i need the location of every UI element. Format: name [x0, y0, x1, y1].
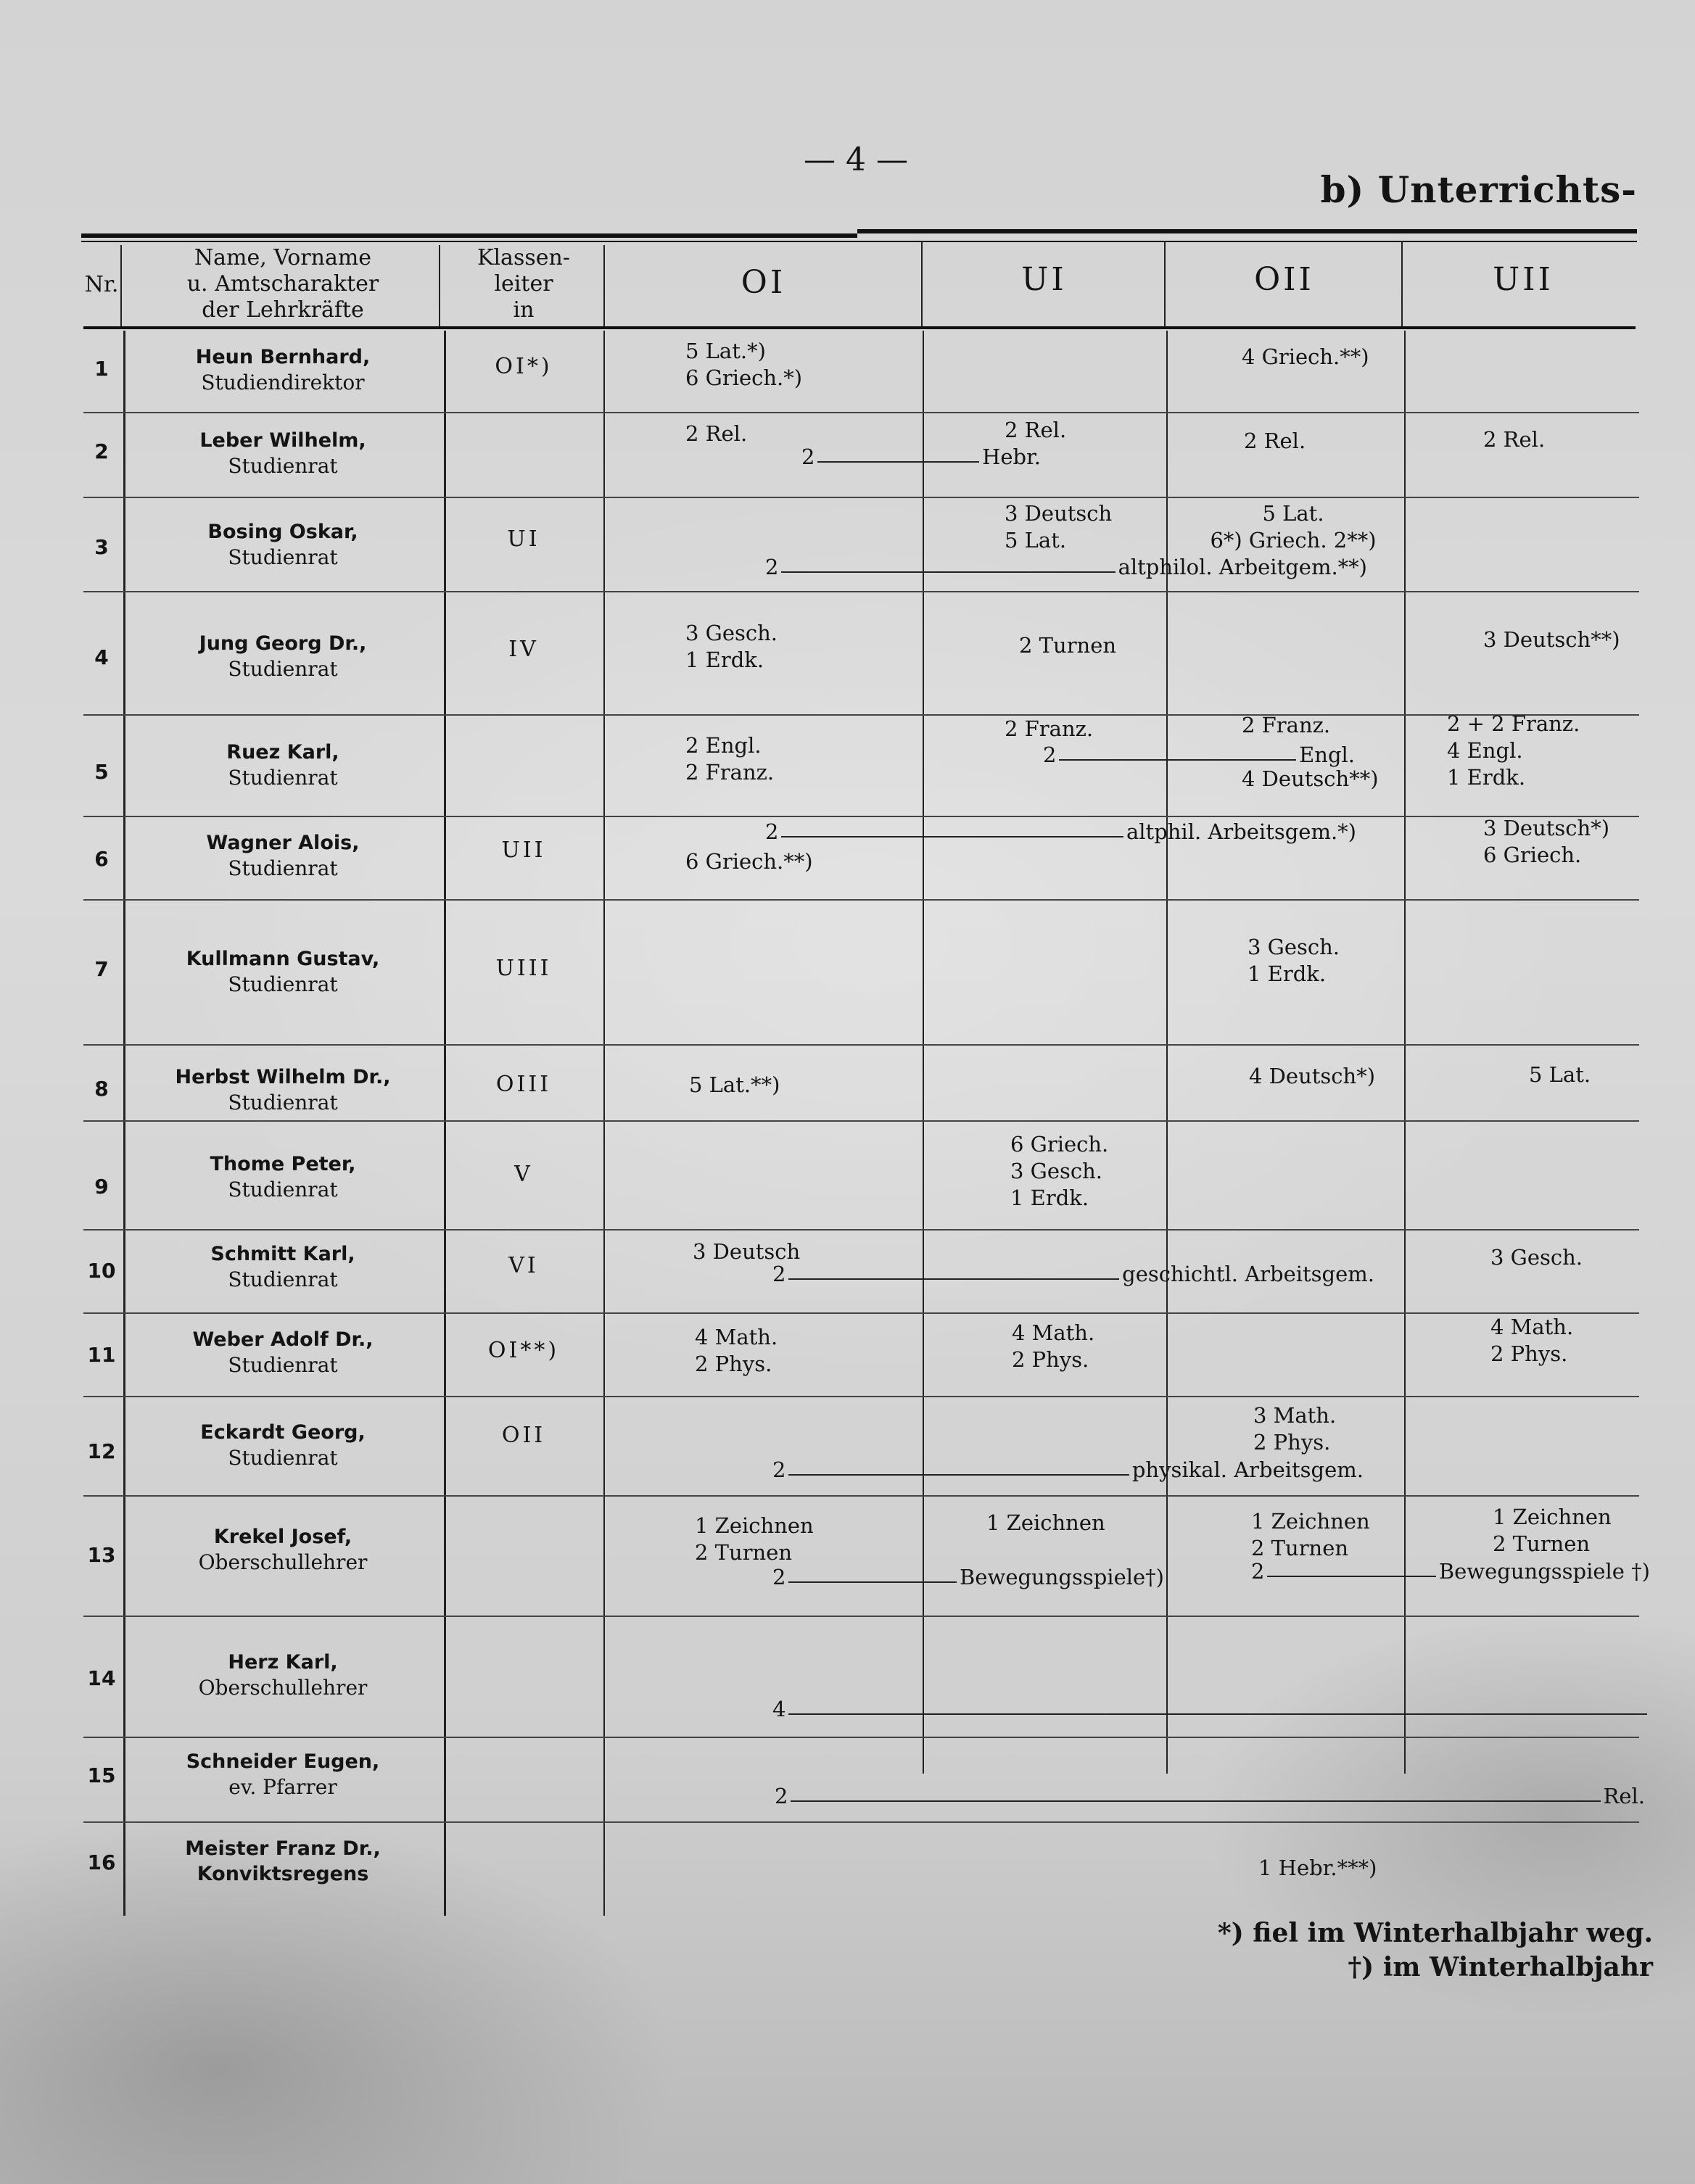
row-number: 12	[87, 1439, 116, 1463]
span-line	[791, 1800, 1600, 1802]
subject-entry: 2 Turnen	[1493, 1531, 1591, 1556]
subject-entry: 6 Griech.*)	[685, 365, 803, 390]
span-hours: 2	[765, 555, 779, 579]
teacher-name-cell	[127, 631, 439, 682]
row-number: 14	[87, 1666, 116, 1690]
column-divider-oi	[923, 331, 924, 1774]
span-hours: 2	[772, 1457, 786, 1482]
column-divider-klassenleiter	[603, 331, 605, 1916]
teacher-name: Heun Bernhard,	[195, 346, 371, 368]
header-name-line: der Lehrkräfte	[202, 297, 364, 323]
subject-entry: 2 Phys.	[1490, 1341, 1568, 1366]
oi-subjects	[695, 1513, 814, 1566]
teacher-name: Thome Peter,	[210, 1153, 356, 1175]
subject-entry: 4 Deutsch*)	[1249, 1064, 1376, 1088]
uii-subjects	[1483, 426, 1545, 453]
combined-course-span	[775, 1784, 1645, 1808]
row-number: 3	[94, 535, 109, 559]
header-divider	[921, 241, 923, 326]
subject-entry: 4 Math.	[1012, 1320, 1095, 1345]
teacher-name: Herz Karl,	[228, 1651, 338, 1674]
oii-subjects	[1253, 1402, 1336, 1456]
span-subject: geschichtl. Arbeitsgem.	[1122, 1262, 1374, 1286]
header-klassenleiter-line: in	[513, 297, 535, 323]
teacher-title: ev. Pfarrer	[228, 1775, 337, 1799]
span-hours: 2	[1251, 1559, 1265, 1584]
teacher-name-cell	[127, 1151, 439, 1202]
row-divider	[83, 412, 1639, 413]
span-subject: Hebr.	[982, 444, 1041, 469]
subject-entry: 4 Engl.	[1447, 738, 1523, 763]
row-number: 6	[94, 847, 109, 871]
teacher-title: Studienrat	[228, 545, 338, 569]
oii-subjects	[1251, 1508, 1370, 1562]
teacher-name: Kullmann Gustav,	[186, 948, 380, 970]
row-number: 1	[94, 357, 109, 381]
combined-course-span	[765, 819, 1356, 844]
subject-entry: 2 Phys.	[1253, 1430, 1331, 1455]
teacher-name-cell	[127, 946, 439, 997]
row-divider	[83, 1312, 1639, 1314]
span-subject: altphilol. Arbeitgem.**)	[1118, 555, 1367, 579]
klassenleiter-cell: UIII	[495, 956, 552, 981]
header-klassenleiter	[444, 245, 603, 323]
teacher-name: Weber Adolf Dr.,	[192, 1328, 374, 1351]
subject-entry: 3 Math.	[1253, 1403, 1337, 1428]
oi-subjects	[685, 338, 802, 392]
subject-entry: 6 Griech.**)	[685, 849, 813, 874]
subject-entry: 4 Griech.**)	[1242, 344, 1369, 369]
span-subject: physikal. Arbeitsgem.	[1131, 1457, 1364, 1482]
ui-subjects	[1019, 632, 1116, 659]
row-divider	[83, 497, 1639, 498]
subject-entry: 2 Franz.	[1005, 716, 1094, 741]
uii-subjects	[1529, 1062, 1591, 1088]
span-hours: 4	[772, 1697, 786, 1721]
teacher-name-cell	[127, 519, 439, 570]
klassenleiter-cell: UII	[501, 837, 546, 863]
span-subject: Bewegungsspiele †)	[1438, 1559, 1650, 1584]
teacher-name: Ruez Karl,	[226, 741, 339, 764]
subject-entry: 4 Deutsch**)	[1242, 766, 1379, 791]
row-number: 10	[87, 1259, 116, 1283]
span-hours: 2	[765, 819, 779, 844]
teacher-title: Studienrat	[228, 1446, 338, 1470]
teacher-title: Oberschullehrer	[198, 1550, 368, 1574]
uii-subjects	[1483, 626, 1620, 653]
subject-entry: 6 Griech.	[1483, 843, 1582, 867]
row-divider	[83, 714, 1639, 716]
oii-subjects	[1258, 1855, 1377, 1882]
column-divider-oii	[1404, 331, 1406, 1774]
footnote: †) im Winterhalbjahr	[1348, 1952, 1653, 1982]
subject-entry: 5 Lat.	[1529, 1062, 1591, 1087]
header-divider	[439, 245, 440, 326]
subject-entry: 2 Rel.	[685, 421, 748, 446]
klassenleiter-cell: UI	[507, 526, 540, 552]
row-divider	[83, 1495, 1639, 1497]
subject-entry: 5 Lat.	[1262, 501, 1324, 526]
row-number: 13	[87, 1543, 116, 1567]
teacher-title: Studienrat	[228, 454, 338, 478]
oi-subjects	[695, 1324, 778, 1378]
span-line	[788, 1278, 1119, 1280]
teacher-name: Bosing Oskar,	[207, 521, 358, 543]
teacher-title: Oberschullehrer	[198, 1676, 368, 1700]
teacher-name: Wagner Alois,	[206, 832, 360, 854]
combined-course-span	[765, 555, 1367, 579]
footnote: *) fiel im Winterhalbjahr weg.	[1217, 1918, 1653, 1948]
ui-subjects	[1005, 500, 1112, 554]
teacher-name-cell	[127, 1064, 439, 1115]
ui-subjects	[1012, 1320, 1094, 1373]
subject-entry: 2 Phys.	[695, 1352, 772, 1376]
row-number: 4	[94, 645, 109, 669]
row-number: 5	[94, 760, 109, 784]
ui-subjects	[1005, 417, 1066, 444]
ui-subjects	[986, 1510, 1105, 1536]
subject-entry: 5 Lat.**)	[689, 1072, 780, 1097]
subject-entry: 1 Erdk.	[1447, 765, 1526, 790]
combined-course-span	[1043, 743, 1355, 767]
span-line	[788, 1474, 1129, 1476]
klassenleiter-cell: OI*)	[495, 354, 553, 379]
row-divider	[83, 899, 1639, 901]
top-rule-right	[857, 229, 1637, 233]
subject-entry: 1 Zeichnen	[986, 1510, 1105, 1535]
subject-entry: 4 Math.	[695, 1325, 778, 1349]
teacher-title: Studienrat	[228, 1091, 338, 1114]
teacher-title: Studienrat	[228, 1267, 338, 1291]
subject-entry: 3 Gesch.	[1247, 935, 1340, 959]
teacher-name: Schneider Eugen,	[186, 1750, 380, 1773]
subject-entry: 3 Deutsch	[1005, 501, 1113, 526]
uii-subjects	[1490, 1244, 1583, 1271]
oi-subjects	[685, 732, 774, 786]
row-divider	[83, 1044, 1639, 1046]
column-divider-nr	[123, 331, 125, 1916]
row-number: 8	[94, 1077, 109, 1101]
header-name	[127, 245, 439, 323]
row-divider	[83, 1229, 1639, 1230]
teacher-name-cell	[127, 344, 439, 395]
klassenleiter-cell: V	[514, 1162, 533, 1187]
teacher-name-cell	[127, 1749, 439, 1800]
span-hours: 2	[772, 1565, 786, 1589]
page-number: — 4 —	[804, 141, 908, 178]
subject-entry: 2 Phys.	[1012, 1347, 1089, 1372]
row-divider	[83, 1737, 1639, 1738]
span-hours: 2	[1043, 743, 1057, 767]
klassenleiter-cell: OI**)	[487, 1338, 560, 1363]
span-line	[788, 1581, 957, 1583]
teacher-title: Studiendirektor	[201, 371, 365, 394]
teacher-name-cell	[127, 1836, 439, 1887]
subject-entry: 3 Gesch.	[685, 621, 778, 645]
teacher-name: Schmitt Karl,	[210, 1243, 355, 1265]
uii-subjects	[1483, 815, 1609, 869]
subject-entry: 2 + 2 Franz.	[1447, 711, 1580, 736]
teacher-name: Eckardt Georg,	[200, 1421, 366, 1444]
subject-entry: 1 Erdk.	[1010, 1186, 1089, 1210]
subject-entry: 5 Lat.*)	[685, 339, 766, 363]
subject-entry: 2 Turnen	[1251, 1536, 1349, 1560]
subject-entry: 2 Rel.	[1005, 418, 1067, 442]
teacher-name: Leber Wilhelm,	[199, 429, 366, 452]
header-class-oii: OII	[1254, 261, 1314, 298]
ui-subjects	[1005, 716, 1093, 743]
subject-entry: 6 Griech.	[1010, 1132, 1109, 1157]
row-divider	[83, 591, 1639, 592]
teacher-title: Studienrat	[228, 1178, 338, 1201]
span-subject: Rel.	[1603, 1784, 1645, 1808]
klassenleiter-cell: IV	[508, 637, 539, 662]
header-name-line: u. Amtscharakter	[186, 271, 379, 297]
subject-entry: 1 Erdk.	[685, 648, 764, 672]
span-line	[788, 1713, 1647, 1715]
subject-entry: 1 Zeichnen	[1493, 1505, 1612, 1529]
subject-entry: 3 Deutsch*)	[1483, 816, 1610, 840]
teacher-name-cell	[127, 428, 439, 479]
subject-entry: 3 Deutsch	[693, 1239, 801, 1264]
header-divider	[1164, 241, 1166, 326]
header-name-line: Name, Vorname	[194, 245, 372, 270]
span-hours: 2	[772, 1262, 786, 1286]
oii-subjects	[1242, 344, 1369, 371]
combined-course-span	[772, 1457, 1364, 1482]
klassenleiter-cell: OIII	[495, 1072, 552, 1097]
subject-entry: 1 Zeichnen	[1251, 1509, 1370, 1534]
row-divider	[83, 1120, 1639, 1122]
klassenleiter-cell: VI	[508, 1253, 539, 1278]
oii-subjects	[1195, 500, 1391, 554]
top-rule-thin	[81, 241, 1637, 242]
header-class-uii: UII	[1493, 261, 1554, 298]
teacher-name-cell	[127, 740, 439, 790]
row-divider	[83, 1821, 1639, 1823]
oi-subjects	[685, 848, 813, 875]
oii-subjects	[1249, 1063, 1375, 1090]
row-number: 15	[87, 1763, 116, 1787]
header-nr-label: Nr.	[84, 272, 119, 297]
subject-entry: 2 Turnen	[695, 1540, 793, 1565]
header-bottom-rule	[83, 326, 1636, 329]
teacher-title: Studienrat	[228, 972, 338, 996]
column-divider-name	[444, 331, 446, 1916]
teacher-name-cell	[127, 1420, 439, 1471]
header-divider	[603, 245, 605, 326]
span-line	[1267, 1576, 1435, 1577]
top-rule-left	[81, 233, 857, 238]
header-divider	[120, 245, 122, 326]
span-line	[1059, 759, 1296, 761]
combined-course-span	[1251, 1559, 1650, 1584]
row-number: 2	[94, 439, 109, 463]
ui-subjects	[1010, 1131, 1108, 1212]
teacher-name: Herbst Wilhelm Dr.,	[175, 1066, 391, 1088]
span-line	[817, 461, 979, 463]
span-line	[781, 836, 1123, 837]
teacher-name: Jung Georg Dr.,	[199, 632, 367, 655]
uii-subjects	[1490, 1314, 1573, 1368]
oi-subjects	[689, 1072, 780, 1099]
header-class-ui: UI	[1021, 261, 1067, 298]
span-line	[781, 571, 1115, 573]
span-hours: 2	[775, 1784, 788, 1808]
teacher-name-cell	[127, 1327, 439, 1378]
span-subject: Engl.	[1299, 743, 1355, 767]
subject-entry: 2 Engl.	[685, 733, 762, 758]
span-hours: 2	[801, 444, 815, 469]
teacher-name: Meister Franz Dr.,	[185, 1837, 381, 1860]
combined-course-span	[772, 1565, 1164, 1589]
subject-entry: 3 Deutsch**)	[1483, 627, 1620, 652]
subject-entry: 1 Hebr.***)	[1258, 1856, 1377, 1880]
klassenleiter-cell: OII	[501, 1423, 546, 1448]
teacher-title: Studienrat	[228, 766, 338, 790]
header-class-oi: OI	[741, 264, 786, 301]
combined-course-span	[772, 1262, 1374, 1286]
section-title: b) Unterrichts-	[1320, 168, 1637, 211]
oi-subjects	[685, 620, 778, 674]
header-nr	[80, 272, 123, 298]
teacher-title: Studienrat	[228, 1353, 338, 1377]
teacher-title: Studienrat	[228, 657, 338, 681]
header-klassenleiter-line: Klassen-	[477, 245, 570, 270]
column-divider-ui	[1166, 331, 1168, 1774]
subject-entry: 2 Rel.	[1483, 427, 1546, 452]
row-divider	[83, 1396, 1639, 1397]
oii-subjects	[1244, 428, 1306, 455]
teacher-name-cell	[127, 1241, 439, 1292]
subject-entry: 2 Franz.	[1242, 713, 1331, 737]
row-number: 7	[94, 957, 109, 981]
span-subject: Bewegungsspiele†)	[960, 1565, 1164, 1589]
header-klassenleiter-line: leiter	[494, 271, 553, 297]
span-subject: altphil. Arbeitsgem.*)	[1126, 819, 1356, 844]
teacher-name-cell	[127, 1650, 439, 1700]
subject-entry: 5 Lat.	[1005, 528, 1067, 553]
combined-course-span	[801, 444, 1041, 469]
subject-entry: 2 Rel.	[1244, 429, 1306, 453]
subject-entry: 1 Erdk.	[1247, 961, 1327, 986]
uii-subjects	[1447, 711, 1580, 791]
subject-entry: 3 Gesch.	[1490, 1245, 1583, 1270]
subject-entry: 2 Franz.	[685, 760, 775, 785]
subject-entry: 2 Turnen	[1019, 633, 1117, 658]
subject-entry: 1 Zeichnen	[695, 1513, 814, 1538]
teacher-name-cell	[127, 830, 439, 881]
uii-subjects	[1493, 1504, 1612, 1558]
teacher-title: Studienrat	[228, 856, 338, 880]
teacher-name: Krekel Josef,	[213, 1526, 352, 1548]
oii-subjects	[1247, 934, 1340, 988]
row-number: 9	[94, 1175, 109, 1199]
combined-course-span	[772, 1697, 1650, 1721]
teacher-name-cell	[127, 1524, 439, 1575]
subject-entry: 6*) Griech. 2**)	[1210, 528, 1377, 553]
row-number: 16	[87, 1850, 116, 1874]
row-divider	[83, 816, 1639, 817]
subject-entry: 3 Gesch.	[1010, 1159, 1103, 1183]
row-number: 11	[87, 1343, 116, 1367]
teacher-title: Konviktsregens	[197, 1863, 369, 1885]
row-divider	[83, 1616, 1639, 1617]
subject-entry: 4 Math.	[1490, 1315, 1574, 1339]
oi-subjects	[685, 421, 747, 447]
header-divider	[1401, 241, 1403, 326]
